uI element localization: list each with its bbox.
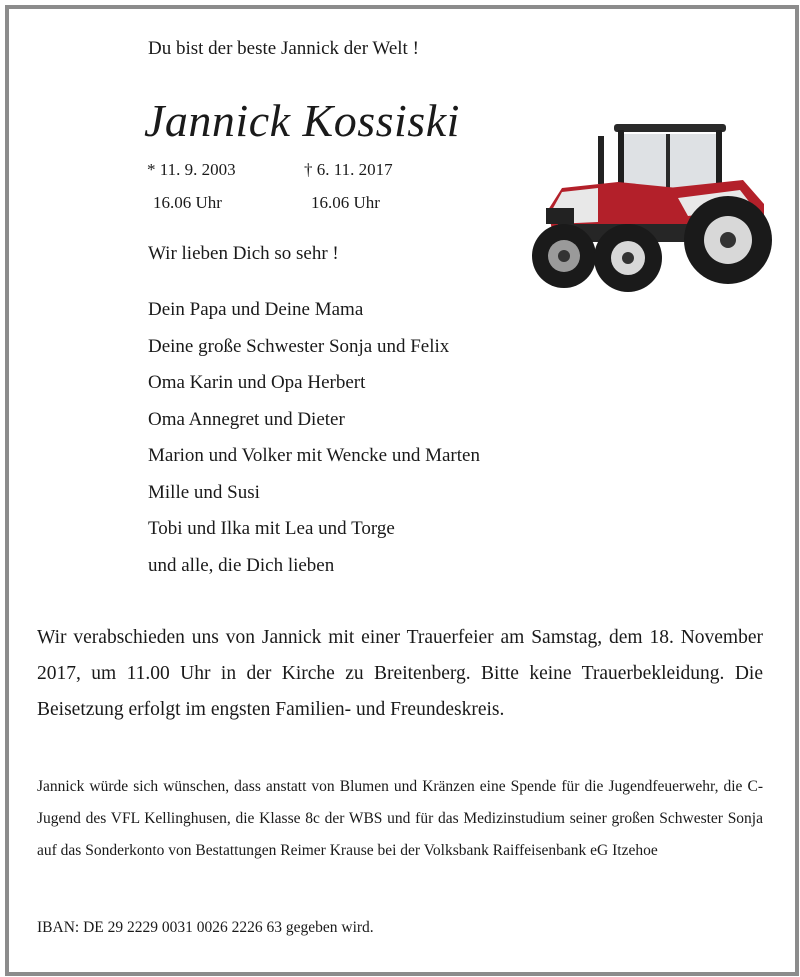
deceased-name: Jannick Kossiski [144, 95, 460, 146]
donation-text: Jannick würde sich wünschen, dass anstatt von Blumen und Kränzen eine Spende für die Jugendfeuerwehr, die C-Jugend des VFL Kellinghusen, die Klasse 8c der WBS und für das Medizinstudium seiner großen Schwester Sonja auf das Sonderkonto von Bestattungen Reimer Krause bei der Volksbank Raiffeisenbank eG Itzehoe [37, 778, 763, 859]
death-time: 16.06 Uhr [311, 193, 380, 212]
birth-date: * 11. 9. 2003 [147, 160, 236, 179]
death-date: † 6. 11. 2017 [304, 160, 393, 179]
family-list [148, 292, 480, 584]
service-text: Wir verabschieden uns von Jannick mit einer Trauerfeier am Samstag, dem 18. November 2017, um 11.00 Uhr in der Kirche zu Breitenberg. Bitte keine Trauerbekleidung. Die Beisetzung erfolgt im engsten Familien- und Freundeskreis. [37, 627, 763, 720]
motto: Du bist der beste Jannick der Welt ! [148, 38, 419, 59]
family-member: Dein Papa und Deine Mama [148, 299, 364, 320]
family-member: Tobi und Ilka mit Lea und Torge [148, 518, 395, 539]
family-member: Marion und Volker mit Wencke und Marten [148, 445, 480, 466]
family-member: Mille und Susi [148, 481, 260, 503]
family-member: Deine große Schwester Sonja und Felix [148, 335, 450, 357]
love-line: Wir lieben Dich so sehr ! [148, 243, 339, 264]
iban-line: IBAN: DE 29 2229 0031 0026 2226 63 gegeben wird. [37, 919, 374, 936]
family-member: Oma Karin und Opa Herbert [148, 372, 366, 393]
birth-time: 16.06 Uhr [153, 193, 222, 212]
family-member: Oma Annegret und Dieter [148, 408, 345, 430]
family-member: und alle, die Dich lieben [148, 554, 335, 576]
tractor-icon [528, 118, 776, 298]
